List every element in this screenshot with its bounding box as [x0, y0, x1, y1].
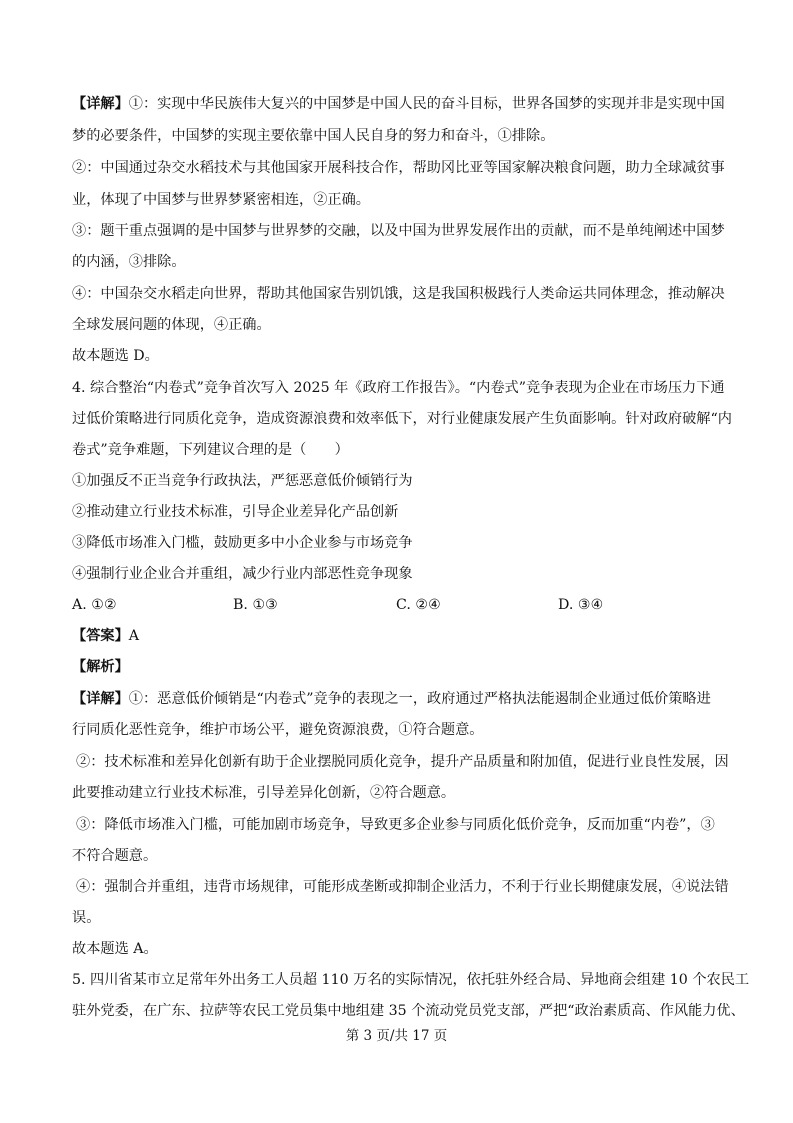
q3-detail-line-7: ④：中国杂交水稻走向世界，帮助其他国家告别饥饿，这是我国积极践行人类命运共同体理念，推动解决 — [72, 286, 725, 302]
q3-detail-line-2: 梦的必要条件，中国梦的实现主要依靠中国人民自身的努力和奋斗，①排除。 — [72, 128, 555, 144]
q3-conclusion: 故本题选 D。 — [72, 348, 159, 364]
q4-conclusion: 故本题选 A。 — [72, 941, 158, 957]
q4-detail-line-3: ②：技术标准和差异化创新有助于企业摆脱同质化竞争，提升产品质量和附加值，促进行业良性发展，因 — [76, 754, 729, 770]
q4-item-3: ③降低市场准入门槛，鼓励更多中小企业参与市场竞争 — [72, 535, 413, 551]
q3-detail-line-8: 全球发展问题的体现，④正确。 — [72, 317, 271, 333]
q4-stem-line-3: 卷式”竞争难题，下列建议合理的是（ ） — [72, 442, 349, 458]
q5-stem-line-1: 5. 四川省某市立足常年外出务工人员超 110 万名的实际情况，依托驻外经合局、异地商会组建 10 个农民工 — [72, 972, 750, 988]
q4-answer-value: A — [128, 628, 140, 644]
q4-detail-line-4: 此要推动建立行业技术标准，引导差异化创新，②符合题意。 — [72, 785, 456, 801]
q4-detail-line-5: ③：降低市场准入门槛，可能加剧市场竞争，导致更多企业参与同质化低价竞争，反而加重“内卷”，③ — [76, 817, 715, 833]
q4-detail-line-8: 误。 — [72, 910, 101, 926]
q4-answer-line — [72, 626, 139, 646]
q4-detail-line-2: 行同质化恶性竞争，维护市场公平，避免资源浪费，①符合题意。 — [72, 722, 484, 738]
q4-stem-line-2: 过低价策略进行同质化竞争，造成资源浪费和效率低下，对行业健康发展产生负面影响。针对政府破解“内 — [72, 411, 732, 427]
q3-detail-line-4: 业，体现了中国梦与世界梦紧密相连，②正确。 — [72, 192, 370, 208]
q4-detail-line-1 — [72, 689, 711, 709]
q4-analysis-label: 【解析】 — [72, 659, 129, 675]
q4-detail-text-1: ①：恶意低价倾销是“内卷式”竞争的表现之一，政府通过严格执法能遏制企业通过低价策略进 — [128, 691, 711, 707]
q3-detail-line-3: ②：中国通过杂交水稻技术与其他国家开展科技合作，帮助冈比亚等国家解决粮食问题，助力全球减贫事 — [72, 160, 725, 176]
q4-option-a: A. ①② — [72, 597, 117, 613]
q4-stem-line-1: 4. 综合整治“内卷式”竞争首次写入 2025 年《政府工作报告》。“内卷式”竞争表现为企业在市场压力下通 — [72, 380, 725, 396]
q3-detail-label: 【详解】 — [72, 96, 129, 112]
q4-option-b: B. ①③ — [233, 597, 278, 613]
q4-detail-line-7: ④：强制合并重组，违背市场规律，可能形成垄断或抑制企业活力，不利于行业长期健康发展，④说法错 — [76, 879, 729, 895]
q4-detail-line-6: 不符合题意。 — [72, 848, 158, 864]
q4-item-1: ①加强反不正当竞争行政执法，严惩恶意低价倾销行为 — [72, 473, 413, 489]
q4-detail-label: 【详解】 — [72, 691, 129, 707]
q4-answer-label: 【答案】 — [72, 628, 129, 644]
q3-detail-text-1: ①：实现中华民族伟大复兴的中国梦是中国人民的奋斗目标，世界各国梦的实现并非是实现中国 — [128, 96, 725, 112]
q4-item-2: ②推动建立行业技术标准，引导企业差异化产品创新 — [72, 504, 399, 520]
page-footer: 第 3 页/共 17 页 — [345, 1028, 448, 1044]
q3-detail-line-5: ③：题干重点强调的是中国梦与世界梦的交融，以及中国为世界发展作出的贡献，而不是单纯阐述中国梦 — [72, 223, 725, 239]
q4-item-4: ④强制行业企业合并重组，减少行业内部恶性竞争现象 — [72, 566, 413, 582]
q5-stem-line-2: 驻外党委，在广东、拉萨等农民工党员集中地组建 35 个流动党员党支部，严把“政治素质高、作风能力优、 — [72, 1003, 745, 1019]
q4-option-c: C. ②④ — [396, 597, 441, 613]
q3-detail-line-1 — [72, 94, 725, 114]
q4-option-d: D. ③④ — [558, 597, 604, 613]
q3-detail-line-6: 的内涵，③排除。 — [72, 254, 186, 270]
